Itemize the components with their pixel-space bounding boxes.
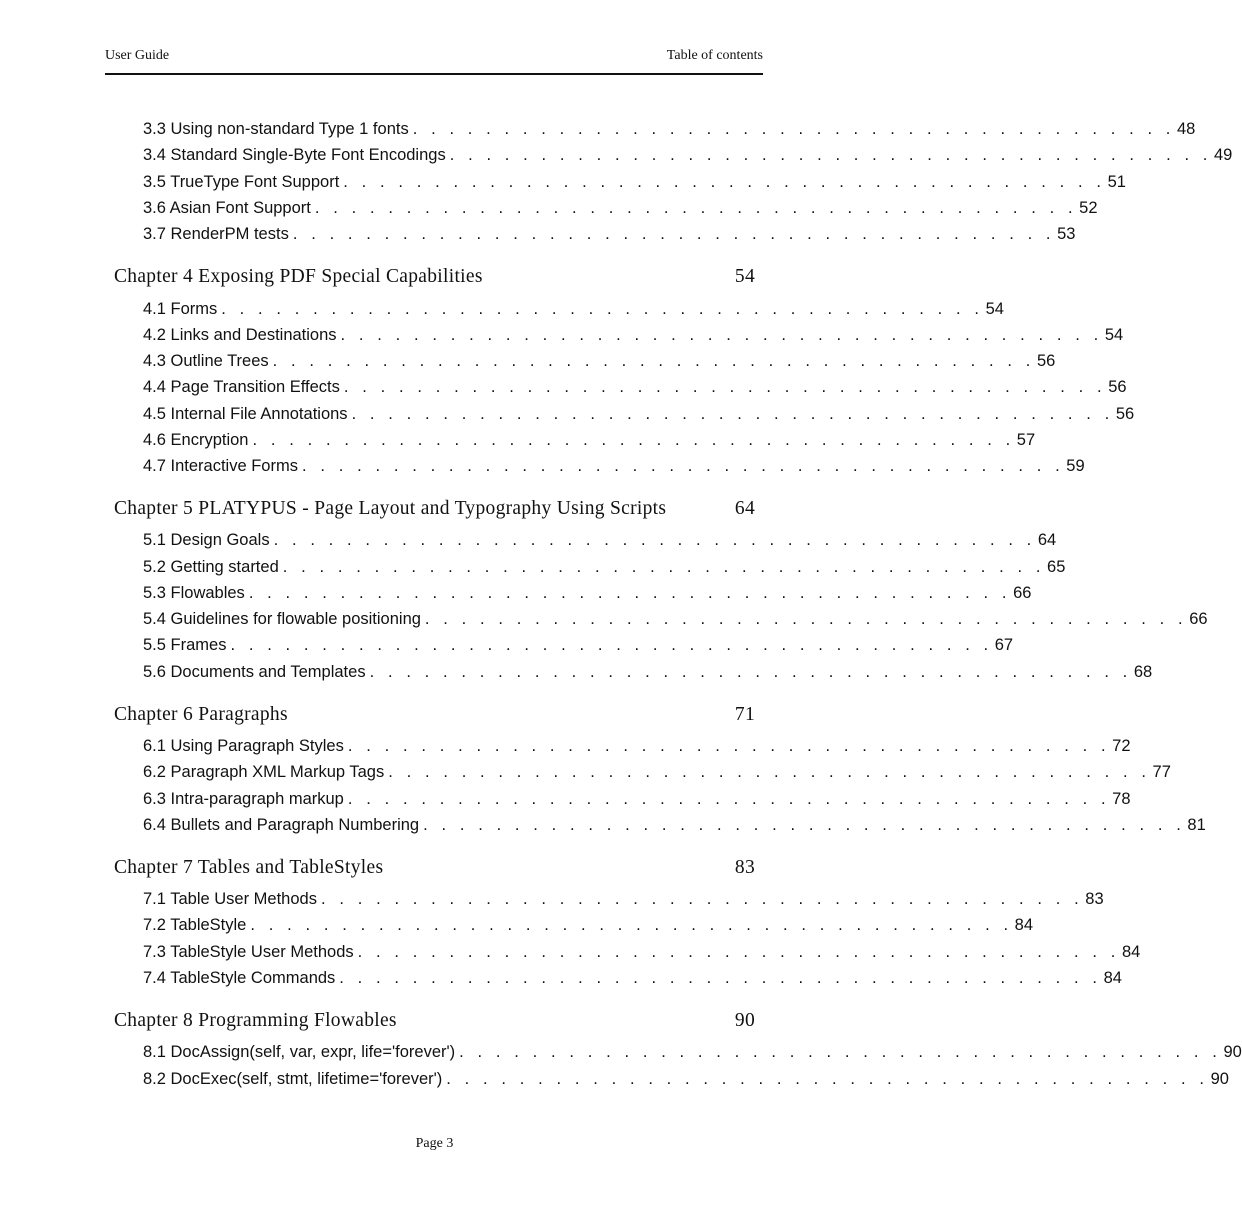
- toc-leader-dots: . . . . . . . . . . . . . . . . . . . . . . . . . . . . . . . . . . . . . . . . . .: [357, 943, 1120, 961]
- toc-chapter-title: Chapter 8 Programming Flowables: [114, 1010, 397, 1031]
- toc-section-title: 6.1 Using Paragraph Styles: [143, 735, 348, 757]
- toc-leader-dots: . . . . . . . . . . . . . . . . . . . . . . . . . . . . . . . . . . . . . . . . . .: [343, 378, 1107, 396]
- toc-chapter-entry[interactable]: [114, 498, 755, 524]
- toc-leader-dots: . . . . . . . . . . . . . . . . . . . . . . . . . . . . . . . . . . . . . . . . . .: [230, 636, 993, 654]
- toc-chapter-title: Chapter 5 PLATYPUS - Page Layout and Typography Using Scripts: [114, 498, 667, 519]
- toc-section-title: 4.4 Page Transition Effects: [143, 376, 344, 398]
- toc-section-title: 4.3 Outline Trees: [143, 350, 273, 372]
- toc-section-title: 6.4 Bullets and Paragraph Numbering: [143, 814, 423, 836]
- toc-section-entry[interactable]: [143, 376, 1127, 398]
- header-section-title: Table of contents: [666, 48, 763, 63]
- toc-leader-dots: . . . . . . . . . . . . . . . . . . . . . . . . . . . . . . . . . . . . . . . . . .: [369, 663, 1132, 681]
- toc-leader-dots: . . . . . . . . . . . . . . . . . . . . . . . . . . . . . . . . . . . . . . . . . .: [221, 300, 984, 318]
- toc-section-title: 5.5 Frames: [143, 634, 230, 656]
- toc-section-entry[interactable]: [143, 967, 1122, 989]
- toc-section-entry[interactable]: [143, 298, 1004, 320]
- toc-leader-dots: . . . . . . . . . . . . . . . . . . . . . . . . . . . . . . . . . . . . . . . . . .: [340, 326, 1103, 344]
- toc-chapter-page: 90: [734, 1010, 755, 1031]
- toc-section-title: 8.2 DocExec(self, stmt, lifetime='forever'): [143, 1068, 446, 1090]
- toc-leader-dots: . . . . . . . . . . . . . . . . . . . . . . . . . . . . . . . . . . . . . . . . . .: [424, 610, 1188, 628]
- toc-section-entry[interactable]: [143, 941, 1141, 963]
- toc-leader-dots: . . . . . . . . . . . . . . . . . . . . . . . . . . . . . . . . . . . . . . . . . .: [388, 763, 1151, 781]
- toc-leader-dots: . . . . . . . . . . . . . . . . . . . . . . . . . . . . . . . . . . . . . . . . . .: [301, 457, 1065, 475]
- toc-leader-dots: . . . . . . . . . . . . . . . . . . . . . . . . . . . . . . . . . . . . . . . . . .: [449, 146, 1212, 164]
- toc-section-entry[interactable]: [143, 888, 1104, 910]
- toc-section-entry[interactable]: [143, 735, 1131, 757]
- toc-section-title: 6.2 Paragraph XML Markup Tags: [143, 761, 388, 783]
- toc-section-title: 4.1 Forms: [143, 298, 221, 320]
- toc-section-title: 5.6 Documents and Templates: [143, 661, 370, 683]
- toc-section-title: 7.4 TableStyle Commands: [143, 967, 339, 989]
- toc-leader-dots: . . . . . . . . . . . . . . . . . . . . . . . . . . . . . . . . . . . . . . . . . .: [314, 199, 1078, 217]
- toc-page-number: 65: [1047, 558, 1066, 576]
- toc-section-entry[interactable]: [143, 529, 1057, 551]
- toc-page-number: 54: [1104, 326, 1124, 344]
- toc-chapter-page: 83: [734, 857, 755, 878]
- toc-leader-dots: . . . . . . . . . . . . . . . . . . . . . . . . . . . . . . . . . . . . . . . . . .: [347, 737, 1111, 755]
- toc-section-entry[interactable]: [143, 403, 1135, 425]
- header-document-title: User Guide: [105, 48, 170, 63]
- page-footer: [0, 1136, 869, 1152]
- page-header: [105, 47, 763, 75]
- toc-section-title: 4.2 Links and Destinations: [143, 324, 341, 346]
- toc-leader-dots: . . . . . . . . . . . . . . . . . . . . . . . . . . . . . . . . . . . . . . . . . .: [273, 531, 1036, 549]
- toc-section-title: 7.3 TableStyle User Methods: [143, 941, 358, 963]
- toc-page-number: 72: [1112, 737, 1131, 755]
- toc-page-number: 83: [1085, 890, 1104, 908]
- toc-section-title: 5.1 Design Goals: [143, 529, 274, 551]
- toc-section-entry[interactable]: [143, 350, 1056, 372]
- toc-page-number: 66: [1189, 610, 1208, 628]
- toc-section-title: 5.4 Guidelines for flowable positioning: [143, 608, 425, 630]
- toc-chapter-page: 71: [734, 704, 755, 725]
- toc-leader-dots: . . . . . . . . . . . . . . . . . . . . . . . . . . . . . . . . . . . . . . . . . .: [446, 1070, 1209, 1088]
- toc-section-title: 3.6 Asian Font Support: [143, 197, 315, 219]
- toc-leader-dots: . . . . . . . . . . . . . . . . . . . . . . . . . . . . . . . . . . . . . . . . . .: [347, 790, 1111, 808]
- toc-section-entry[interactable]: [143, 1068, 1229, 1090]
- toc-section-title: 3.4 Standard Single-Byte Font Encodings: [143, 144, 450, 166]
- toc-section-title: 4.6 Encryption: [143, 429, 252, 451]
- toc-page-number: 53: [1057, 225, 1076, 243]
- toc-page-number: 64: [1037, 531, 1057, 549]
- toc-page-number: 68: [1133, 663, 1153, 681]
- toc-leader-dots: . . . . . . . . . . . . . . . . . . . . . . . . . . . . . . . . . . . . . . . . . .: [459, 1043, 1222, 1061]
- toc-leader-dots: . . . . . . . . . . . . . . . . . . . . . . . . . . . . . . . . . . . . . . . . . .: [292, 225, 1056, 243]
- toc-section-title: 3.5 TrueType Font Support: [143, 171, 343, 193]
- toc-leader-dots: . . . . . . . . . . . . . . . . . . . . . . . . . . . . . . . . . . . . . . . . . .: [282, 558, 1046, 576]
- toc-page-number: 78: [1112, 790, 1131, 808]
- toc-section-title: 5.2 Getting started: [143, 556, 283, 578]
- toc-section-entry[interactable]: [143, 144, 1233, 166]
- toc-page-number: 81: [1187, 816, 1206, 834]
- toc-leader-dots: . . . . . . . . . . . . . . . . . . . . . . . . . . . . . . . . . . . . . . . . . .: [343, 173, 1106, 191]
- toc-page-number: 57: [1016, 431, 1036, 449]
- toc-section-entry[interactable]: [143, 608, 1208, 630]
- toc-section-entry[interactable]: [143, 761, 1171, 783]
- toc-section-entry[interactable]: [143, 814, 1206, 836]
- toc-section-title: 3.7 RenderPM tests: [143, 223, 293, 245]
- toc-section-entry[interactable]: [143, 118, 1196, 140]
- toc-page-number: 51: [1107, 173, 1126, 191]
- toc-page-number: 48: [1177, 120, 1196, 138]
- toc-page-number: 66: [1013, 584, 1032, 602]
- toc-page-number: 59: [1066, 457, 1085, 475]
- toc-chapter-title: Chapter 4 Exposing PDF Special Capabilities: [114, 266, 483, 287]
- toc-chapter-page: 64: [734, 498, 755, 519]
- toc-section-title: 5.3 Flowables: [143, 582, 249, 604]
- toc-leader-dots: . . . . . . . . . . . . . . . . . . . . . . . . . . . . . . . . . . . . . . . . . .: [339, 969, 1102, 987]
- toc-section-entry[interactable]: [143, 197, 1098, 219]
- toc-chapter-title: Chapter 6 Paragraphs: [114, 704, 288, 725]
- toc-page-number: 56: [1115, 405, 1135, 423]
- toc-leader-dots: . . . . . . . . . . . . . . . . . . . . . . . . . . . . . . . . . . . . . . . . . .: [320, 890, 1084, 908]
- toc-leader-dots: . . . . . . . . . . . . . . . . . . . . . . . . . . . . . . . . . . . . . . . . . .: [272, 352, 1035, 370]
- toc-page-number: 84: [1014, 916, 1034, 934]
- toc-page-number: 56: [1036, 352, 1056, 370]
- toc-leader-dots: . . . . . . . . . . . . . . . . . . . . . . . . . . . . . . . . . . . . . . . . . .: [250, 916, 1013, 934]
- toc-chapter-entry[interactable]: [114, 704, 755, 730]
- toc-page-number: 90: [1210, 1070, 1229, 1088]
- toc-page-number: 90: [1223, 1043, 1242, 1061]
- toc-section-title: 4.5 Internal File Annotations: [143, 403, 352, 425]
- toc-section-entry[interactable]: [143, 582, 1032, 604]
- toc-page-number: 84: [1103, 969, 1122, 987]
- toc-section-entry[interactable]: [143, 788, 1131, 810]
- toc-leader-dots: . . . . . . . . . . . . . . . . . . . . . . . . . . . . . . . . . . . . . . . . . .: [412, 120, 1175, 138]
- toc-section-entry[interactable]: [143, 429, 1036, 451]
- toc-page-number: 52: [1079, 199, 1098, 217]
- toc-section-entry[interactable]: [143, 1041, 1242, 1063]
- toc-chapter-page: 54: [734, 266, 755, 287]
- toc-leader-dots: . . . . . . . . . . . . . . . . . . . . . . . . . . . . . . . . . . . . . . . . . .: [252, 431, 1015, 449]
- toc-section-entry[interactable]: [143, 455, 1085, 477]
- toc-section-entry[interactable]: [143, 661, 1153, 683]
- toc-page-number: 54: [985, 300, 1004, 318]
- toc-section-entry[interactable]: [143, 914, 1034, 936]
- toc-chapter-entry[interactable]: [114, 857, 755, 883]
- toc-section-entry[interactable]: [143, 634, 1014, 656]
- toc-section-title: 3.3 Using non-standard Type 1 fonts: [143, 118, 413, 140]
- toc-chapter-entry[interactable]: [114, 1010, 755, 1036]
- toc-section-entry[interactable]: [143, 171, 1126, 193]
- toc-leader-dots: . . . . . . . . . . . . . . . . . . . . . . . . . . . . . . . . . . . . . . . . . .: [351, 405, 1114, 423]
- page-number-label: Page 3: [415, 1136, 454, 1151]
- toc-section-title: 8.1 DocAssign(self, var, expr, life='forever'): [143, 1041, 459, 1063]
- toc-page-number: 84: [1121, 943, 1141, 961]
- toc-section-title: 7.1 Table User Methods: [143, 888, 321, 910]
- toc-page-number: 49: [1214, 146, 1233, 164]
- toc-page-number: 77: [1152, 763, 1171, 781]
- toc-chapter-title: Chapter 7 Tables and TableStyles: [114, 857, 384, 878]
- toc-leader-dots: . . . . . . . . . . . . . . . . . . . . . . . . . . . . . . . . . . . . . . . . . .: [423, 816, 1186, 834]
- toc-section-title: 4.7 Interactive Forms: [143, 455, 302, 477]
- toc-leader-dots: . . . . . . . . . . . . . . . . . . . . . . . . . . . . . . . . . . . . . . . . . .: [248, 584, 1012, 602]
- toc-chapter-entry[interactable]: [114, 266, 755, 292]
- toc-section-entry[interactable]: [143, 324, 1124, 346]
- toc-section-entry[interactable]: [143, 223, 1076, 245]
- toc-section-title: 6.3 Intra-paragraph markup: [143, 788, 348, 810]
- toc-page-number: 56: [1108, 378, 1127, 396]
- toc-section-entry[interactable]: [143, 556, 1066, 578]
- toc-page-number: 67: [994, 636, 1014, 654]
- toc-section-title: 7.2 TableStyle: [143, 914, 250, 936]
